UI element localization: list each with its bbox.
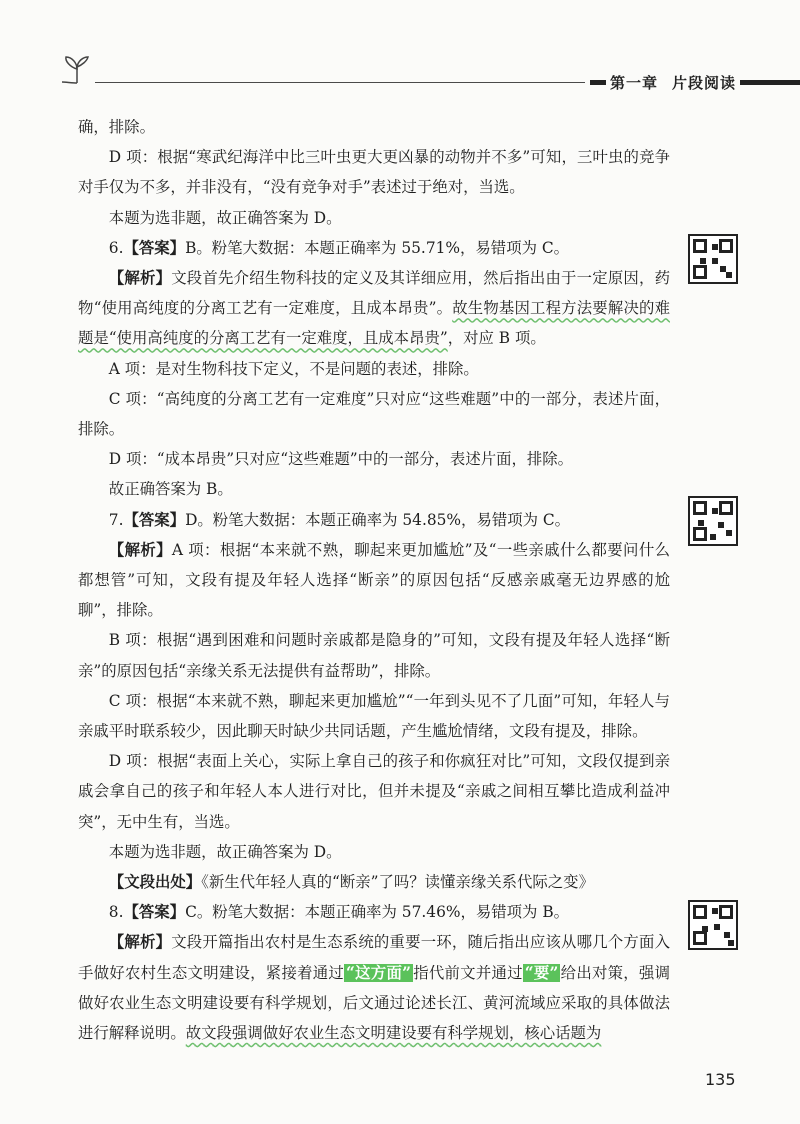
chapter-title <box>606 72 740 93</box>
leaf-icon <box>60 55 94 85</box>
source-tag: 【文段出处】 <box>108 873 202 892</box>
qr-code-icon[interactable] <box>688 900 738 950</box>
qr-code-icon[interactable] <box>688 496 738 546</box>
q7-source: 【文段出处】《新生代年轻人真的“断亲”了吗？读懂亲缘关系代际之变》 <box>108 873 594 892</box>
q7-answer: 7.【答案】D。粉笔大数据：本题正确率为 54.85%，易错项为 C。 <box>108 510 571 529</box>
paragraph: D 项：“成本昂贵”只对应“这些难题”中的一部分，表述片面，排除。 <box>108 450 574 469</box>
q6-analysis: 【解析】文段首先介绍生物科技的定义及其详细应用，然后指出由于一定原因，药物“使用高纯度的分离工艺有一定难度，且成本昂贵”。故生物基因工程方法要解决的难题是“使用高纯度的分离工艺有一定难度，且成本昂贵”，对应 B 项。 <box>78 269 670 348</box>
key-sentence: 故文段强调做好农业生态文明建设要有科学规划，核心话题为 <box>185 1024 602 1043</box>
paragraph: 故正确答案为 B。 <box>108 480 233 499</box>
page-number: 135 <box>705 1070 736 1089</box>
qr-code-icon[interactable] <box>688 234 738 284</box>
q6-answer: 6.【答案】B。粉笔大数据：本题正确率为 55.71%，易错项为 C。 <box>108 238 570 257</box>
q7-analysis: 【解析】A 项：根据“本来就不熟，聊起来更加尴尬”及“一些亲戚什么都要问什么都想管”可知，文段有提及年轻人选择“断亲”的原因包括“反感亲戚毫无边界感的尬聊”，排除。 <box>78 540 670 620</box>
paragraph: B 项：根据“遇到困难和问题时亲戚都是隐身的”可知，文段有提及年轻人选择“断亲”的原因包括“亲缘关系无法提供有益帮助”，排除。 <box>78 631 670 680</box>
paragraph: D 项：根据“表面上关心，实际上拿自己的孩子和你疯狂对比”可知，文段仅提到亲戚会拿自己的孩子和年轻人本人进行对比，但并未提及“亲戚之间相互攀比造成利益冲突”，无中生有，当选。 <box>78 752 670 831</box>
paragraph: 本题为选非题，故正确答案为 D。 <box>108 208 342 227</box>
section-title: 片段阅读 <box>672 74 737 92</box>
q8-answer: 8.【答案】C。粉笔大数据：本题正确率为 57.46%，易错项为 B。 <box>108 903 570 922</box>
paragraph: D 项：根据“寒武纪海洋中比三叶虫更大更凶暴的动物并不多”可知，三叶虫的竞争对手仅为不多，并非没有，“没有竞争对手”表述过于绝对，当选。 <box>78 148 670 197</box>
paragraph: C 项：根据“本来就不熟，聊起来更加尴尬”“一年到头见不了几面”可知，年轻人与亲戚平时联系较少，因此聊天时缺少共同话题，产生尴尬情绪，文段有提及，排除。 <box>78 691 670 741</box>
analysis-tag: 【解析】 <box>108 540 172 559</box>
answer-tag: 【答案】 <box>123 238 186 257</box>
answer-tag: 【答案】 <box>123 903 186 922</box>
paragraph: 确，排除。 <box>78 118 155 136</box>
q8-analysis: 【解析】文段开篇指出农村是生态系统的重要一环，随后指出应该从哪几个方面入手做好农村生态文明建设，紧接着通过 “这方面” 指代前文并通过 “要” 给出对策，强调做好农业生态文明建设要有科学规划，后文通过论述长江、黄河流域应采取的具体做法进行解释说明。故文段强调做好农业生态文明建设要有科学规划，核心话题为 <box>78 933 670 1043</box>
paragraph: C 项：“高纯度的分离工艺有一定难度”只对应“这些难题”中的一部分，表述片面，排除。 <box>78 389 670 439</box>
highlight: “这方面” <box>346 963 411 982</box>
key-sentence: 故生物基因工程方法要解决的难题是“使用高纯度的分离工艺有一定难度，且成本昂贵” <box>78 299 670 348</box>
analysis-tag: 【解析】 <box>108 269 172 288</box>
header-rule <box>95 82 585 83</box>
highlight: “要” <box>524 963 559 982</box>
page-content <box>78 112 670 1048</box>
paragraph: 本题为选非题，故正确答案为 D。 <box>108 842 342 861</box>
answer-tag: 【答案】 <box>123 510 186 529</box>
paragraph: A 项：是对生物科技下定义，不是问题的表述，排除。 <box>108 359 479 378</box>
page-header <box>0 0 800 110</box>
analysis-tag: 【解析】 <box>108 933 172 952</box>
chapter-number: 第一章 <box>610 74 659 92</box>
